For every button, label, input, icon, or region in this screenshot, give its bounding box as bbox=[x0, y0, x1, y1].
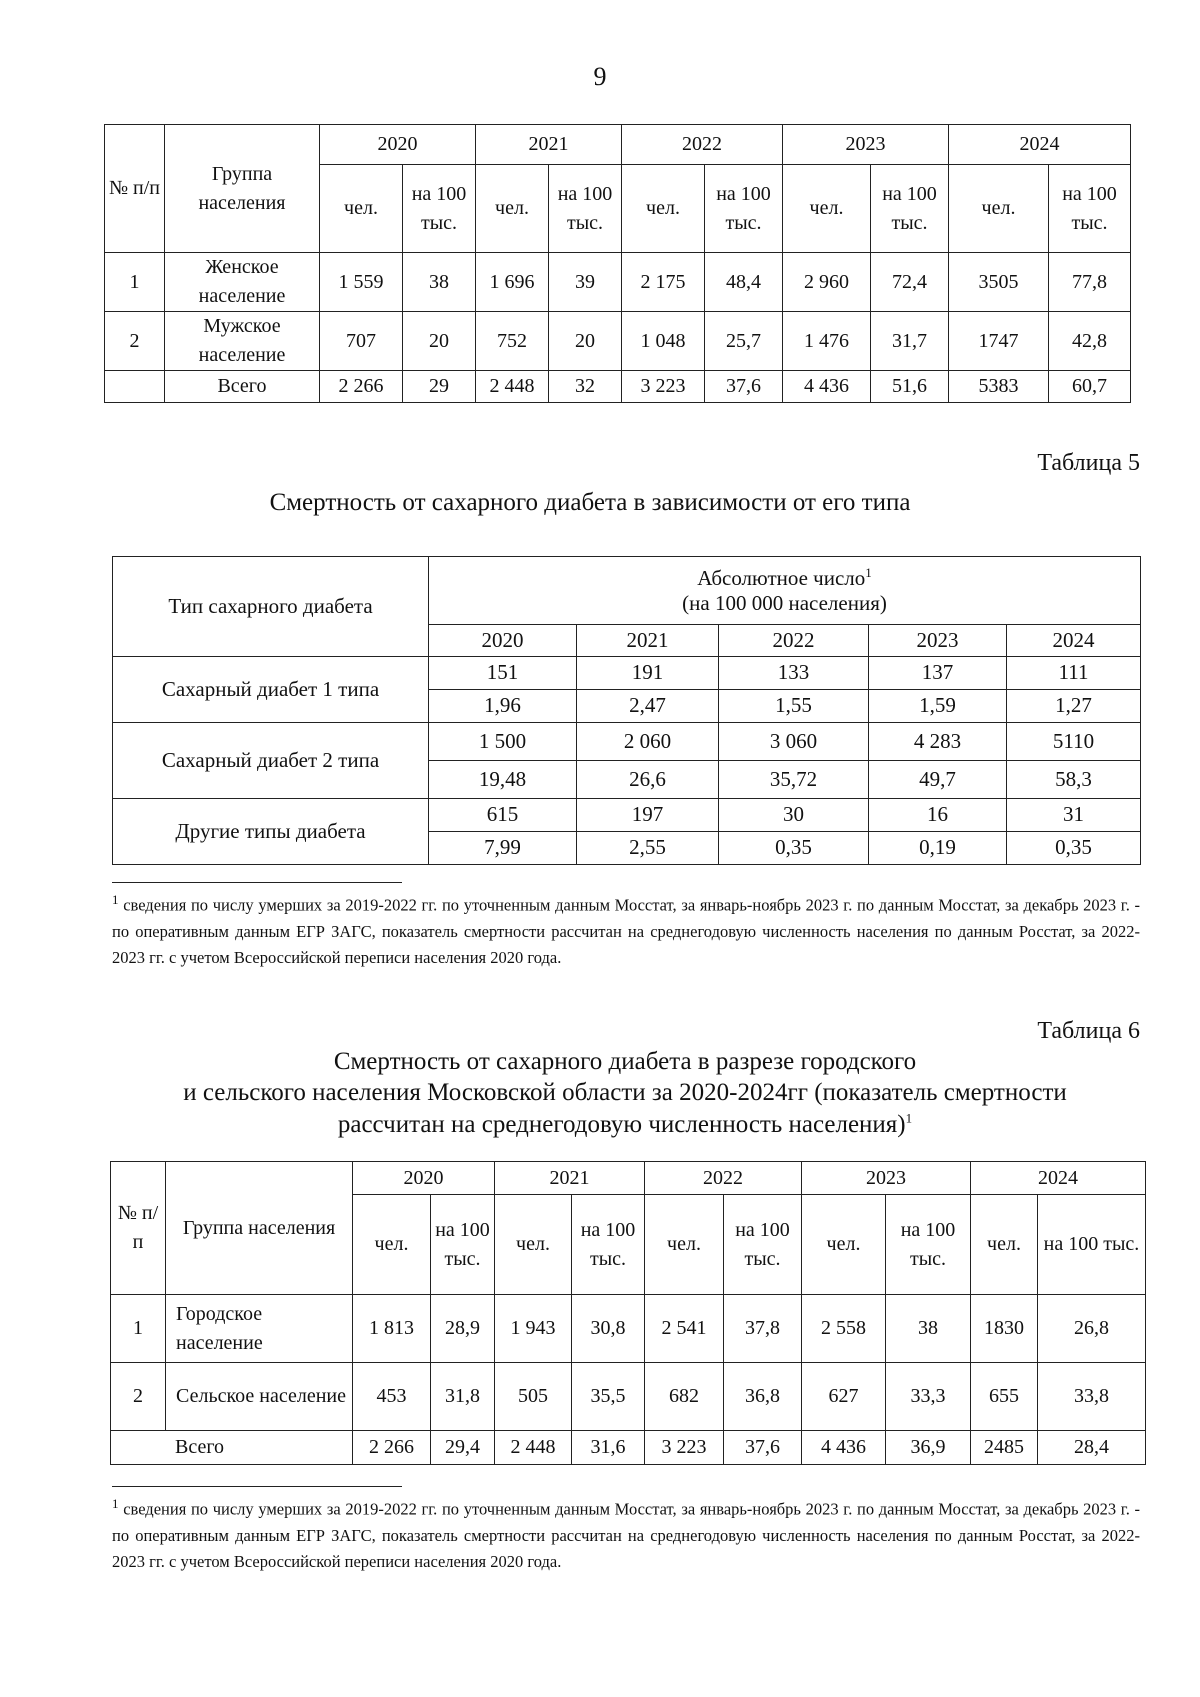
table-row bbox=[113, 657, 1141, 690]
year-header: 2020 bbox=[429, 625, 577, 657]
cell: 1,55 bbox=[719, 690, 869, 723]
cell: 26,6 bbox=[577, 761, 719, 799]
footnote-ref: 1 bbox=[905, 1110, 913, 1126]
row-group: Всего bbox=[165, 371, 320, 403]
footnote-separator bbox=[112, 1486, 402, 1487]
cell: 51,6 bbox=[871, 371, 949, 403]
cell: 2 175 bbox=[622, 253, 705, 312]
cell: 32 bbox=[549, 371, 622, 403]
table5-title: Смертность от сахарного диабета в зависимости от его типа bbox=[269, 489, 911, 516]
cell: 30,8 bbox=[572, 1295, 645, 1363]
cell: 36,8 bbox=[724, 1363, 802, 1431]
col-abs-header bbox=[429, 557, 1141, 625]
cell: 151 bbox=[429, 657, 577, 690]
year-header: 2020 bbox=[353, 1162, 495, 1195]
cell: 36,9 bbox=[886, 1431, 971, 1465]
row-no: 1 bbox=[111, 1295, 166, 1363]
cell: 4 436 bbox=[802, 1431, 886, 1465]
row-no bbox=[105, 371, 165, 403]
table-row bbox=[113, 799, 1141, 832]
cell: 655 bbox=[971, 1363, 1038, 1431]
cell: 1,96 bbox=[429, 690, 577, 723]
row-group: Женское население bbox=[165, 253, 320, 312]
table-row bbox=[111, 1363, 1146, 1431]
table-row bbox=[111, 1295, 1146, 1363]
row-type: Сахарный диабет 2 типа bbox=[113, 723, 429, 799]
cell: 752 bbox=[476, 312, 549, 371]
cell: 5383 bbox=[949, 371, 1049, 403]
cell: 28,4 bbox=[1038, 1431, 1146, 1465]
table6-title-line: Смертность от сахарного диабета в разрезе городского bbox=[333, 1048, 917, 1075]
cell: 1 943 bbox=[495, 1295, 572, 1363]
cell: 1,27 bbox=[1007, 690, 1141, 723]
cell: 39 bbox=[549, 253, 622, 312]
cell: 1 696 bbox=[476, 253, 549, 312]
cell: 20 bbox=[549, 312, 622, 371]
cell: 4 283 bbox=[869, 723, 1007, 761]
cell: 2485 bbox=[971, 1431, 1038, 1465]
sub-header-rate: на 100 тыс. bbox=[403, 165, 476, 253]
cell: 38 bbox=[403, 253, 476, 312]
cell: 191 bbox=[577, 657, 719, 690]
year-header: 2023 bbox=[869, 625, 1007, 657]
cell: 2 060 bbox=[577, 723, 719, 761]
cell: 28,9 bbox=[431, 1295, 495, 1363]
cell: 7,99 bbox=[429, 832, 577, 865]
sub-header-people: чел. bbox=[971, 1195, 1038, 1295]
footnote bbox=[112, 1494, 1140, 1576]
cell: 0,19 bbox=[869, 832, 1007, 865]
sub-header-people: чел. bbox=[783, 165, 871, 253]
cell: 20 bbox=[403, 312, 476, 371]
table-row bbox=[113, 723, 1141, 761]
cell: 26,8 bbox=[1038, 1295, 1146, 1363]
sub-header-people: чел. bbox=[802, 1195, 886, 1295]
cell: 137 bbox=[869, 657, 1007, 690]
year-header: 2022 bbox=[645, 1162, 802, 1195]
footnote bbox=[112, 890, 1140, 972]
cell: 30 bbox=[719, 799, 869, 832]
table-by-diabetes-type bbox=[112, 556, 1141, 865]
table-row-total bbox=[105, 371, 1131, 403]
table-by-sex bbox=[104, 124, 1131, 403]
col-abs-title: Абсолютное число bbox=[697, 565, 866, 590]
cell: 72,4 bbox=[871, 253, 949, 312]
cell: 1 500 bbox=[429, 723, 577, 761]
cell: 197 bbox=[577, 799, 719, 832]
col-type-header: Тип сахарного диабета bbox=[113, 557, 429, 657]
row-group: Городское население bbox=[166, 1295, 353, 1363]
cell: 707 bbox=[320, 312, 403, 371]
sub-header-rate: на 100 тыс. bbox=[886, 1195, 971, 1295]
row-group: Мужское население bbox=[165, 312, 320, 371]
cell: 31,8 bbox=[431, 1363, 495, 1431]
cell: 19,48 bbox=[429, 761, 577, 799]
sub-header-rate: на 100 тыс. bbox=[1038, 1195, 1146, 1295]
year-header: 2024 bbox=[949, 125, 1131, 165]
cell: 16 bbox=[869, 799, 1007, 832]
table6-title-line: и сельского населения Московской области за 2020-2024гг (показатель смертности bbox=[183, 1079, 1067, 1107]
sub-header-rate: на 100 тыс. bbox=[549, 165, 622, 253]
cell: 77,8 bbox=[1049, 253, 1131, 312]
year-header: 2020 bbox=[320, 125, 476, 165]
cell: 111 bbox=[1007, 657, 1141, 690]
cell: 1 813 bbox=[353, 1295, 431, 1363]
cell: 3 060 bbox=[719, 723, 869, 761]
cell: 2 266 bbox=[353, 1431, 431, 1465]
table-row-total bbox=[111, 1431, 1146, 1465]
row-no: 1 bbox=[105, 253, 165, 312]
page-number: 9 bbox=[593, 62, 607, 91]
cell: 2 448 bbox=[476, 371, 549, 403]
cell: 60,7 bbox=[1049, 371, 1131, 403]
cell: 33,3 bbox=[886, 1363, 971, 1431]
footnote-mark: 1 bbox=[112, 892, 119, 907]
col-abs-subtitle: (на 100 000 населения) bbox=[682, 591, 887, 615]
cell: 3505 bbox=[949, 253, 1049, 312]
cell: 31,6 bbox=[572, 1431, 645, 1465]
cell: 2 558 bbox=[802, 1295, 886, 1363]
footnote-separator bbox=[112, 882, 402, 883]
year-header: 2022 bbox=[622, 125, 783, 165]
cell: 37,6 bbox=[705, 371, 783, 403]
cell: 37,6 bbox=[724, 1431, 802, 1465]
cell: 33,8 bbox=[1038, 1363, 1146, 1431]
cell: 453 bbox=[353, 1363, 431, 1431]
table6-title bbox=[110, 1046, 1140, 1140]
cell: 2 541 bbox=[645, 1295, 724, 1363]
footnote-ref: 1 bbox=[865, 564, 872, 580]
cell: 2 266 bbox=[320, 371, 403, 403]
cell: 0,35 bbox=[1007, 832, 1141, 865]
year-header: 2023 bbox=[802, 1162, 971, 1195]
table6-label: Таблица 6 bbox=[1037, 1018, 1140, 1044]
year-header: 2022 bbox=[719, 625, 869, 657]
cell: 2,47 bbox=[577, 690, 719, 723]
table5-label: Таблица 5 bbox=[1037, 450, 1140, 476]
cell: 4 436 bbox=[783, 371, 871, 403]
cell: 5110 bbox=[1007, 723, 1141, 761]
row-type: Другие типы диабета bbox=[113, 799, 429, 865]
cell: 2 448 bbox=[495, 1431, 572, 1465]
cell: 1,59 bbox=[869, 690, 1007, 723]
cell: 1747 bbox=[949, 312, 1049, 371]
sub-header-people: чел. bbox=[622, 165, 705, 253]
footnote-text: сведения по числу умерших за 2019-2022 гг. по уточненным данным Мосстат, за январь-ноябрь 2023 г. по данным Мосстат, за декабрь 2023 г. - по оперативным данным ЕГР ЗАГС, показатель смертности рассчитан на среднегодовую численность населения по данным Росстат, за 2022-2023 гг. с учетом Всероссийской переписи населения 2020 года. bbox=[112, 895, 1141, 968]
cell: 1830 bbox=[971, 1295, 1038, 1363]
cell: 2,55 bbox=[577, 832, 719, 865]
cell: 37,8 bbox=[724, 1295, 802, 1363]
cell: 505 bbox=[495, 1363, 572, 1431]
sub-header-people: чел. bbox=[495, 1195, 572, 1295]
year-header: 2024 bbox=[1007, 625, 1141, 657]
sub-header-rate: на 100 тыс. bbox=[431, 1195, 495, 1295]
year-header: 2021 bbox=[476, 125, 622, 165]
table6-title-line: рассчитан на среднегодовую численность населения) bbox=[337, 1110, 906, 1138]
row-group: Всего bbox=[111, 1431, 353, 1465]
cell: 2 960 bbox=[783, 253, 871, 312]
cell: 3 223 bbox=[645, 1431, 724, 1465]
row-no: 2 bbox=[111, 1363, 166, 1431]
cell: 31,7 bbox=[871, 312, 949, 371]
cell: 29 bbox=[403, 371, 476, 403]
cell: 1 476 bbox=[783, 312, 871, 371]
year-header: 2024 bbox=[971, 1162, 1146, 1195]
sub-header-rate: на 100 тыс. bbox=[572, 1195, 645, 1295]
sub-header-rate: на 100 тыс. bbox=[724, 1195, 802, 1295]
row-group: Сельское население bbox=[166, 1363, 353, 1431]
row-type: Сахарный диабет 1 типа bbox=[113, 657, 429, 723]
row-no: 2 bbox=[105, 312, 165, 371]
sub-header-rate: на 100 тыс. bbox=[705, 165, 783, 253]
cell: 615 bbox=[429, 799, 577, 832]
year-header: 2023 bbox=[783, 125, 949, 165]
sub-header-people: чел. bbox=[320, 165, 403, 253]
sub-header-people: чел. bbox=[949, 165, 1049, 253]
col-group-header: Группа населения bbox=[166, 1162, 353, 1295]
sub-header-rate: на 100 тыс. bbox=[1049, 165, 1131, 253]
col-group-header: Группа населения bbox=[165, 125, 320, 253]
col-no-header: № п/п bbox=[105, 125, 165, 253]
footnote-text: сведения по числу умерших за 2019-2022 гг. по уточненным данным Мосстат, за январь-ноябрь 2023 г. по данным Мосстат, за декабрь 2023 г. - по оперативным данным ЕГР ЗАГС, показатель смертности рассчитан на среднегодовую численность населения по данным Росстат, за 2022-2023 гг. с учетом Всероссийской переписи населения 2020 года. bbox=[112, 1499, 1141, 1572]
footnote-mark: 1 bbox=[112, 1496, 119, 1511]
cell: 29,4 bbox=[431, 1431, 495, 1465]
table-urban-rural bbox=[110, 1161, 1146, 1465]
sub-header-rate: на 100 тыс. bbox=[871, 165, 949, 253]
table-row bbox=[105, 253, 1131, 312]
sub-header-people: чел. bbox=[476, 165, 549, 253]
cell: 48,4 bbox=[705, 253, 783, 312]
sub-header-people: чел. bbox=[645, 1195, 724, 1295]
cell: 31 bbox=[1007, 799, 1141, 832]
cell: 133 bbox=[719, 657, 869, 690]
year-header: 2021 bbox=[577, 625, 719, 657]
cell: 58,3 bbox=[1007, 761, 1141, 799]
cell: 42,8 bbox=[1049, 312, 1131, 371]
cell: 1 048 bbox=[622, 312, 705, 371]
cell: 35,5 bbox=[572, 1363, 645, 1431]
cell: 25,7 bbox=[705, 312, 783, 371]
cell: 35,72 bbox=[719, 761, 869, 799]
cell: 627 bbox=[802, 1363, 886, 1431]
col-no-header: № п/п bbox=[111, 1162, 166, 1295]
year-header: 2021 bbox=[495, 1162, 645, 1195]
cell: 0,35 bbox=[719, 832, 869, 865]
cell: 49,7 bbox=[869, 761, 1007, 799]
table-row bbox=[105, 312, 1131, 371]
cell: 682 bbox=[645, 1363, 724, 1431]
cell: 1 559 bbox=[320, 253, 403, 312]
sub-header-people: чел. bbox=[353, 1195, 431, 1295]
cell: 3 223 bbox=[622, 371, 705, 403]
cell: 38 bbox=[886, 1295, 971, 1363]
